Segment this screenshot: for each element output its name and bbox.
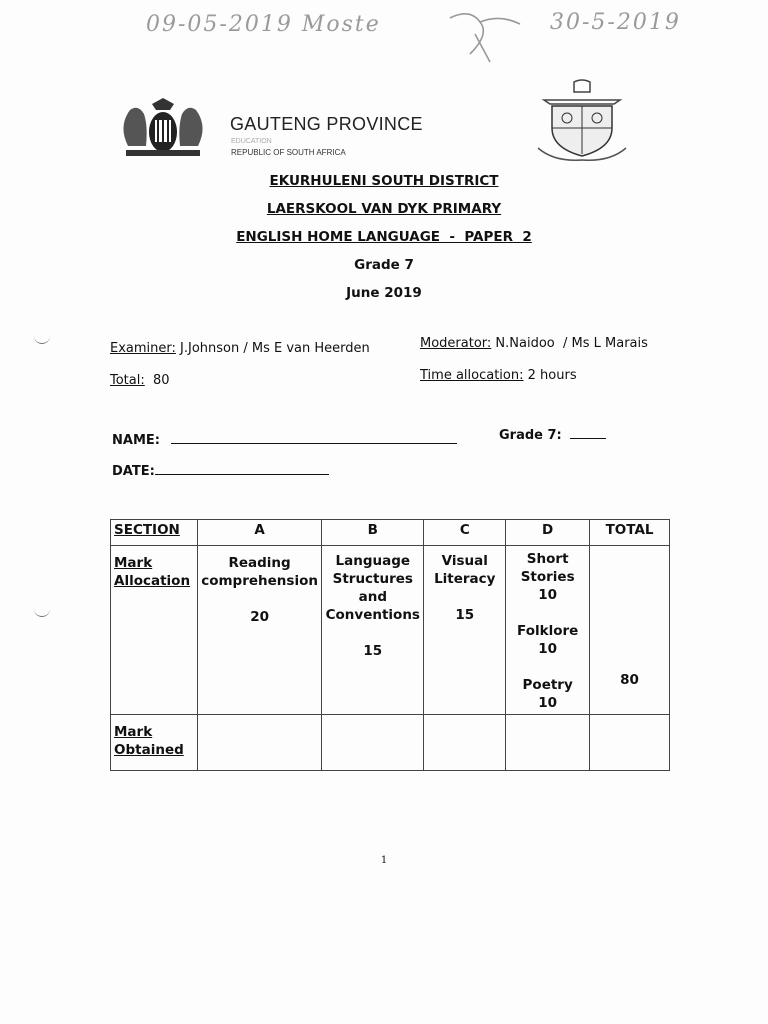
allocation-label-cell: Mark Allocation bbox=[111, 546, 198, 715]
table-header-cell: A bbox=[197, 520, 321, 546]
grade-title: Grade 7 bbox=[354, 257, 414, 273]
handwritten-annotation bbox=[140, 4, 720, 64]
date-field: DATE: bbox=[112, 464, 329, 479]
section-a-cell: Reading comprehension 20 bbox=[197, 546, 321, 715]
district-title: EKURHULENI SOUTH DISTRICT bbox=[269, 173, 499, 189]
table-header-cell: B bbox=[322, 520, 424, 546]
grade-input-line[interactable] bbox=[570, 438, 606, 439]
section-c-cell: Visual Literacy 15 bbox=[424, 546, 506, 715]
exam-date-title: June 2019 bbox=[346, 285, 422, 301]
obtained-a-cell[interactable] bbox=[197, 715, 321, 771]
table-header-cell: C bbox=[424, 520, 506, 546]
handwritten-date-right: 30-5-2019 bbox=[550, 10, 681, 35]
table-header-cell: SECTION bbox=[111, 520, 198, 546]
obtained-row bbox=[111, 715, 670, 771]
school-title: LAERSKOOL VAN DYK PRIMARY bbox=[266, 201, 502, 217]
name-field: NAME: bbox=[112, 433, 457, 448]
section-d-cell: Short Stories 10 Folklore 10 Poetry 10 bbox=[506, 546, 590, 715]
table-header-row bbox=[111, 520, 670, 546]
margin-mark bbox=[34, 335, 50, 344]
obtained-label-cell: Mark Obtained bbox=[111, 715, 198, 771]
mark-allocation-table bbox=[110, 519, 670, 771]
grade-field: Grade 7: bbox=[499, 428, 606, 443]
table-header-cell: TOTAL bbox=[590, 520, 670, 546]
handwritten-date-left: 09-05-2019 Moste bbox=[146, 12, 381, 37]
obtained-b-cell[interactable] bbox=[322, 715, 424, 771]
name-input-line[interactable] bbox=[171, 443, 457, 444]
gauteng-education: EDUCATION bbox=[231, 138, 272, 145]
margin-mark bbox=[34, 608, 50, 617]
section-b-cell: Language Structures and Conventions 15 bbox=[322, 546, 424, 715]
table-header-cell: D bbox=[506, 520, 590, 546]
allocation-row bbox=[111, 546, 670, 715]
gauteng-title: GAUTENG PROVINCE bbox=[230, 114, 423, 134]
obtained-d-cell[interactable] bbox=[506, 715, 590, 771]
gauteng-coat-of-arms-icon bbox=[108, 96, 218, 162]
school-crest-icon bbox=[534, 78, 630, 162]
obtained-c-cell[interactable] bbox=[424, 715, 506, 771]
moderator-line: Moderator: N.Naidoo / Ms L Marais bbox=[420, 336, 648, 351]
gauteng-rsa: REPUBLIC OF SOUTH AFRICA bbox=[231, 148, 346, 157]
examiner-line: Examiner: J.Johnson / Ms E van Heerden bbox=[110, 341, 370, 356]
total-line: Total: 80 bbox=[110, 373, 170, 388]
paper-title: ENGLISH HOME LANGUAGE - PAPER 2 bbox=[236, 229, 532, 245]
date-input-line[interactable] bbox=[155, 474, 329, 475]
obtained-total-cell[interactable] bbox=[590, 715, 670, 771]
page-number: 1 bbox=[380, 855, 388, 866]
total-cell: 80 bbox=[590, 546, 670, 715]
handwritten-signature-icon bbox=[440, 4, 530, 64]
time-allocation-line: Time allocation: 2 hours bbox=[420, 368, 577, 383]
